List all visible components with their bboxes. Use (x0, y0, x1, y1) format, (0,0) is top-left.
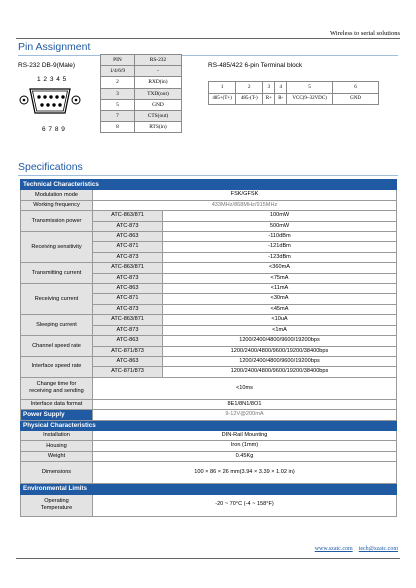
spec-label: Dimensions (21, 462, 93, 484)
spec-value: 0.45Kg (93, 451, 397, 461)
terminal-number-cell: 4 (275, 82, 287, 94)
spec-model: ATC-873 (93, 252, 163, 262)
pin-table-cell: RTS(in) (134, 122, 181, 133)
spec-model: ATC-873 (93, 304, 163, 314)
spec-label: Receiving current (21, 284, 93, 315)
pin-table-cell: - (134, 66, 181, 77)
specifications-rule (18, 175, 398, 176)
header-divider (16, 38, 400, 39)
spec-value: <45mA (163, 304, 397, 314)
pin-table-cell: PIN (101, 55, 135, 66)
spec-value: 8E1/8N1/8O1 (93, 399, 397, 409)
spec-model: ATC-863/871 (93, 315, 163, 325)
spec-row (21, 284, 397, 294)
spec-value: <1mA (163, 325, 397, 335)
spec-label: Interface speed rate (21, 356, 93, 377)
pin-table-row (101, 122, 182, 133)
spec-label: Weight (21, 451, 93, 461)
spec-label-line: Change time for (36, 381, 77, 388)
spec-model: ATC-863/871 (93, 211, 163, 221)
spec-label-line: Operating (44, 498, 69, 505)
spec-row (21, 451, 397, 461)
pin-table-cell: CTS(out) (134, 110, 181, 121)
terminal-number-cell: 1 (209, 82, 236, 94)
spec-model: ATC-873 (93, 221, 163, 231)
spec-row (21, 336, 397, 346)
spec-label: Installation (21, 430, 93, 440)
spec-row (21, 399, 397, 409)
header-tagline: Wireless to serial solutions (330, 30, 400, 37)
specifications-table (20, 179, 397, 517)
spec-value: 100 × 86 × 26 mm(3.94 × 3.39 × 1.02 in) (93, 462, 397, 484)
terminal-number-cell: 2 (236, 82, 263, 94)
spec-row (21, 377, 397, 399)
terminal-block-label: RS-485/422 6-pin Terminal block (208, 62, 303, 69)
spec-value: -123dBm (163, 252, 397, 262)
section-header-label: Technical Characteristics (21, 180, 397, 190)
pin-table-cell: GND (134, 99, 181, 110)
spec-label: Sleeping current (21, 315, 93, 336)
spec-row (21, 263, 397, 273)
spec-model: ATC-863 (93, 356, 163, 366)
pin-table-cell: 2 (101, 77, 135, 88)
spec-row (21, 462, 397, 484)
db9-top-pin-numbers: 1 2 3 4 5 (37, 76, 67, 83)
spec-value: 1200/2400/4800/9600/19200bps (163, 356, 397, 366)
terminal-signal-cell: VCC(9~32VDC) (287, 93, 333, 105)
website-link[interactable]: www.szatc.com (314, 546, 353, 552)
spec-row (21, 211, 397, 221)
section-header-label: Environmental Limits (21, 484, 397, 494)
spec-label (21, 377, 93, 399)
spec-model: ATC-863 (93, 232, 163, 242)
spec-label: Channel speed rate (21, 336, 93, 357)
pin-table-row (101, 66, 182, 77)
spec-label: Transmission power (21, 211, 93, 232)
spec-label (21, 494, 93, 516)
spec-row (21, 232, 397, 242)
pin-table-row (101, 88, 182, 99)
spec-row (21, 441, 397, 451)
spec-value: <10uA (163, 315, 397, 325)
spec-value: 1200/2400/4800/9600/19200/38400bps (163, 346, 397, 356)
spec-model: ATC-863/871 (93, 263, 163, 273)
terminal-signal-cell: 485-(T-) (236, 93, 263, 105)
spec-value: <10ms (93, 377, 397, 399)
terminal-number-cell: 6 (333, 82, 379, 94)
spec-label: Working frequency (21, 200, 93, 210)
db9-bottom-pin-numbers: 6 7 8 9 (42, 126, 66, 133)
email-link[interactable]: tech@szatc.com (358, 546, 398, 552)
terminal-signal-cell: 485+(T+) (209, 93, 236, 105)
spec-value: -121dBm (163, 242, 397, 252)
spec-model: ATC-871/873 (93, 367, 163, 377)
spec-row (21, 190, 397, 200)
terminal-block-table (208, 81, 379, 105)
technical-characteristics-header (21, 180, 397, 190)
section-header-label: Physical Characteristics (21, 420, 397, 430)
spec-value: 100mW (163, 211, 397, 221)
spec-row (21, 410, 397, 420)
db9-label: RS-232 DB-9(Male) (18, 62, 76, 69)
pin-table-cell: TXD(out) (134, 88, 181, 99)
spec-value: Iron (1mm) (93, 441, 397, 451)
spec-value: 433MHz/868MHz/915MHz (93, 200, 397, 210)
spec-value: 9-12V@200mA (93, 410, 397, 420)
spec-value: <11mA (163, 284, 397, 294)
terminal-signal-cell: R+ (263, 93, 275, 105)
spec-label: Modulation mode (21, 190, 93, 200)
spec-label-line: Temperature (40, 505, 73, 512)
pin-table-cell: 3 (101, 88, 135, 99)
spec-model: ATC-863 (93, 284, 163, 294)
spec-label-line: receiving and sending (29, 388, 84, 395)
pin-table-cell: 8 (101, 122, 135, 133)
pin-table-header-row (101, 55, 182, 66)
spec-label: Receiving sensitivity (21, 232, 93, 263)
pin-table-cell: RXD(in) (134, 77, 181, 88)
pin-table-cell: 1/4/6/9 (101, 66, 135, 77)
terminal-signal-row (209, 93, 379, 105)
power-supply-header: Power Supply (21, 410, 93, 420)
db9-connector-icon (18, 85, 82, 125)
spec-value: 1200/2400/4800/9600/19200bps (163, 336, 397, 346)
spec-label: Housing (21, 441, 93, 451)
pin-assignment-title: Pin Assignment (18, 41, 91, 53)
spec-value: <75mA (163, 273, 397, 283)
spec-row (21, 356, 397, 366)
spec-row (21, 494, 397, 516)
spec-value: <360mA (163, 263, 397, 273)
pin-table-row (101, 77, 182, 88)
spec-model: ATC-871 (93, 294, 163, 304)
spec-label: Interface data format (21, 399, 93, 409)
footer-contacts (309, 546, 398, 552)
spec-label: Transmitting current (21, 263, 93, 284)
spec-value: -110dBm (163, 232, 397, 242)
terminal-number-row (209, 82, 379, 94)
spec-value: -20 ~ 70°C (-4 ~ 158°F) (93, 494, 397, 516)
pin-table-row (101, 110, 182, 121)
specifications-title: Specifications (18, 161, 83, 173)
terminal-number-cell: 3 (263, 82, 275, 94)
spec-model: ATC-871 (93, 242, 163, 252)
spec-model: ATC-873 (93, 273, 163, 283)
spec-value: <30mA (163, 294, 397, 304)
spec-value: 1200/2400/4800/9600/19200/38400bps (163, 367, 397, 377)
pin-table-cell: 7 (101, 110, 135, 121)
terminal-number-cell: 5 (287, 82, 333, 94)
spec-value: 500mW (163, 221, 397, 231)
terminal-signal-cell: GND (333, 93, 379, 105)
physical-characteristics-header (21, 420, 397, 430)
spec-row (21, 315, 397, 325)
pin-table-cell: 5 (101, 99, 135, 110)
footer-divider (16, 558, 400, 559)
spec-model: ATC-863 (93, 336, 163, 346)
pin-assignment-rule (18, 55, 398, 56)
spec-model: ATC-871/873 (93, 346, 163, 356)
spec-value: FSK/GFSK (93, 190, 397, 200)
rs232-pin-table (100, 54, 182, 133)
pin-table-cell: RS-232 (134, 55, 181, 66)
spec-value: DIN-Rail Mounting (93, 430, 397, 440)
environmental-limits-header (21, 484, 397, 494)
terminal-signal-cell: R- (275, 93, 287, 105)
pin-table-row (101, 99, 182, 110)
spec-row (21, 430, 397, 440)
spec-row (21, 200, 397, 210)
spec-model: ATC-873 (93, 325, 163, 335)
